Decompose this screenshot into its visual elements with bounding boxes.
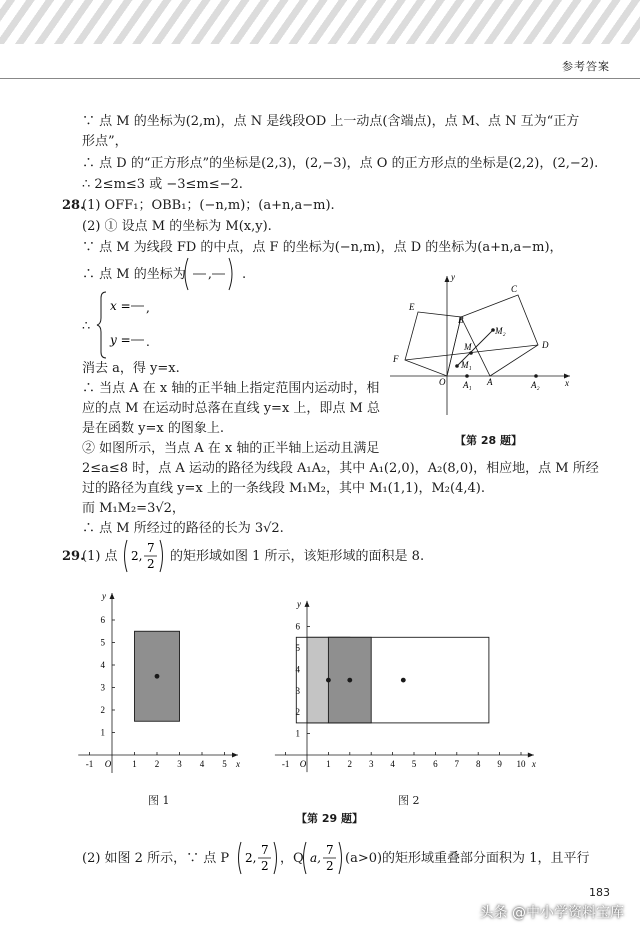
q28-part1: (1) OFF₁；OBB₁；(−n,m)；(a+n,a−m). bbox=[82, 198, 335, 213]
q28-coord-label: ∴ 点 M 的坐标为 bbox=[82, 267, 186, 282]
figure-29-1 bbox=[85, 590, 248, 780]
eq-x-lhs: x = bbox=[110, 299, 131, 313]
svg-text:M₁: M₁ bbox=[461, 360, 472, 370]
y-tick-label: 6 bbox=[100, 615, 105, 625]
x-tick-label: 1 bbox=[326, 759, 331, 769]
x-tick-label: -1 bbox=[85, 759, 94, 769]
x-tick-label: 10 bbox=[516, 759, 526, 769]
q28-part2-ii-1: ② 如图所示，当点 A 在 x 轴的正半轴上运动且满足 bbox=[82, 441, 380, 456]
x-tick-label: 5 bbox=[411, 759, 417, 769]
q29-point-fraction bbox=[122, 538, 170, 574]
q28-part2-ii-2: 2≤a≤8 时，点 A 运动的路径为线段 A₁A₂，其中 A₁(2,0)，A₂(8,0)，相应地，点 M 所经 bbox=[82, 461, 599, 476]
svg-text:2: 2 bbox=[326, 859, 334, 873]
watermark: 头条 @中小学资料宝库 bbox=[479, 905, 624, 921]
svg-text:2: 2 bbox=[147, 557, 155, 571]
x-tick-label: -1 bbox=[281, 759, 290, 769]
svg-text:M₂: M₂ bbox=[495, 326, 506, 336]
y-tick-label: 5 bbox=[295, 643, 300, 653]
q28-eliminate: 消去 a，得 y=x. bbox=[82, 361, 180, 376]
x-tick-label: 3 bbox=[177, 759, 182, 769]
svg-text:.: . bbox=[146, 335, 150, 349]
svg-text:x: x bbox=[565, 378, 569, 388]
figure-28-caption: 【第 28 题】 bbox=[455, 434, 522, 447]
q28-m-coordinate bbox=[182, 256, 242, 292]
svg-text:B: B bbox=[458, 315, 464, 325]
q29-point-p bbox=[236, 840, 282, 876]
x-axis-label: x bbox=[531, 759, 536, 769]
line-2: 形点”， bbox=[82, 134, 128, 149]
y-axis-label: y bbox=[297, 598, 301, 609]
q29-part2-lead: (2) 如图 2 所示，∵ 点 P bbox=[82, 851, 230, 866]
svg-text:C: C bbox=[511, 284, 518, 294]
x-tick-label: 3 bbox=[368, 759, 374, 769]
svg-text:D: D bbox=[542, 340, 549, 350]
page-number: 183 bbox=[589, 886, 610, 899]
x-tick-label: 5 bbox=[222, 759, 227, 769]
x-tick-label: 4 bbox=[199, 759, 205, 769]
svg-text:,: , bbox=[146, 301, 150, 315]
q29-part1-lead: (1) 点 bbox=[82, 549, 118, 564]
center-point bbox=[326, 678, 331, 683]
svg-text:F: F bbox=[393, 354, 399, 364]
y-axis-arrow bbox=[110, 593, 115, 599]
svg-text:M: M bbox=[464, 342, 472, 352]
y-axis-arrow bbox=[305, 601, 310, 607]
q29-part2-tail: (a>0)的矩形域重叠部分面积为 1，且平行 bbox=[345, 851, 590, 866]
y-axis-label: y bbox=[102, 591, 106, 601]
x-tick-label: O bbox=[299, 759, 307, 769]
x-tick-label: 2 bbox=[154, 759, 160, 769]
q28-part2-intro: (2) ① 设点 M 的坐标为 M(x,y). bbox=[82, 219, 272, 234]
q29-part2-q: ，Q bbox=[280, 851, 304, 866]
x-axis-arrow bbox=[528, 753, 534, 758]
q28-conclusion-1: ∴ 当点 A 在 x 轴的正半轴上指定范围内运动时，相 bbox=[82, 381, 380, 396]
y-tick-label: 5 bbox=[100, 637, 105, 648]
x-tick-label: 9 bbox=[497, 759, 502, 769]
y-tick-label: 1 bbox=[295, 728, 300, 739]
q28-coord-period: . bbox=[242, 267, 247, 282]
center-point bbox=[401, 678, 406, 683]
x-tick-label: 2 bbox=[347, 759, 353, 769]
q28-equation-system bbox=[98, 290, 178, 360]
y-tick-label: 3 bbox=[100, 682, 105, 693]
svg-text:y: y bbox=[451, 272, 455, 282]
y-tick-label: 2 bbox=[295, 707, 300, 718]
svg-text:A: A bbox=[487, 377, 493, 387]
q28-number: 28. bbox=[62, 198, 85, 213]
q29-point-q bbox=[301, 840, 347, 876]
figure-1-label: 图 1 bbox=[148, 794, 170, 807]
svg-text:7: 7 bbox=[147, 541, 155, 555]
q29-number: 29. bbox=[62, 549, 85, 564]
x-tick-label: 8 bbox=[475, 759, 481, 769]
figure-29-caption: 【第 29 题】 bbox=[296, 812, 363, 825]
x-axis-arrow bbox=[232, 753, 238, 758]
x-tick-label: 1 bbox=[132, 759, 137, 769]
figure-29-2 bbox=[278, 590, 548, 780]
line-1: ∵ 点 M 的坐标为(2,m)，点 N 是线段OD 上一动点(含端点)，点 M、点 N 互为“正方 bbox=[82, 114, 580, 129]
x-tick-label: 6 bbox=[433, 759, 438, 769]
svg-text:,: , bbox=[208, 267, 212, 281]
q29-part1-text: 的矩形域如图 1 所示，该矩形域的面积是 8. bbox=[170, 549, 425, 564]
x-tick-label: 4 bbox=[390, 759, 395, 769]
svg-text:A₁: A₁ bbox=[463, 380, 472, 390]
svg-text:A₂: A₂ bbox=[531, 380, 540, 390]
y-tick-label: 1 bbox=[100, 727, 105, 738]
x-axis-label: x bbox=[236, 759, 240, 769]
y-tick-label: 6 bbox=[295, 621, 300, 632]
svg-text:2: 2 bbox=[261, 859, 269, 873]
y-tick-label: 2 bbox=[100, 705, 105, 715]
therefore-symbol: ∴ bbox=[82, 319, 91, 334]
line-3: ∴ 点 D 的“正方形点”的坐标是(2,3)，(2,−3)，点 O 的正方形点的坐标是(2,2)，(2,−2). bbox=[82, 156, 599, 171]
figure-2-label: 图 2 bbox=[398, 794, 420, 807]
q28-midpoint-statement: ∵ 点 M 为线段 FD 的中点，点 F 的坐标为(−n,m)，点 D 的坐标为(a+n,a−m)， bbox=[82, 240, 563, 255]
y-tick-label: 4 bbox=[100, 660, 105, 670]
x-tick-label: O bbox=[104, 759, 112, 769]
svg-text:7: 7 bbox=[261, 843, 269, 857]
svg-text:O: O bbox=[439, 377, 446, 387]
y-tick-label: 3 bbox=[295, 685, 300, 696]
line-4: ∴ 2≤m≤3 或 −3≤m≤−2. bbox=[82, 177, 243, 192]
q28-conclusion-2: 应的点 M 在运动时总落在直线 y=x 上，即点 M 总 bbox=[82, 401, 380, 416]
q28-part2-ii-3: 过的路径为直线 y=x 上的一条线段 M₁M₂，其中 M₁(1,1)，M₂(4,4). bbox=[82, 481, 485, 496]
q28-length: 而 M₁M₂=3√2， bbox=[82, 501, 185, 516]
header-rule bbox=[0, 78, 640, 79]
svg-text:a,: a, bbox=[310, 851, 321, 865]
center-point bbox=[347, 678, 352, 683]
q28-answer: ∴ 点 M 所经过的路径的长为 3√2. bbox=[82, 521, 284, 536]
figure-28 bbox=[385, 270, 585, 420]
header-hatch-band bbox=[0, 0, 640, 44]
x-tick-label: 7 bbox=[454, 759, 460, 769]
svg-text:E: E bbox=[409, 302, 415, 312]
section-tag: 参考答案 bbox=[562, 60, 610, 73]
svg-text:2,: 2, bbox=[245, 851, 257, 865]
center-point bbox=[155, 674, 160, 679]
svg-text:2,: 2, bbox=[131, 549, 143, 563]
q28-conclusion-3: 是在函数 y=x 的图象上. bbox=[82, 421, 224, 436]
svg-text:7: 7 bbox=[326, 843, 334, 857]
y-tick-label: 4 bbox=[295, 664, 300, 675]
eq-y-lhs: y = bbox=[110, 333, 131, 347]
